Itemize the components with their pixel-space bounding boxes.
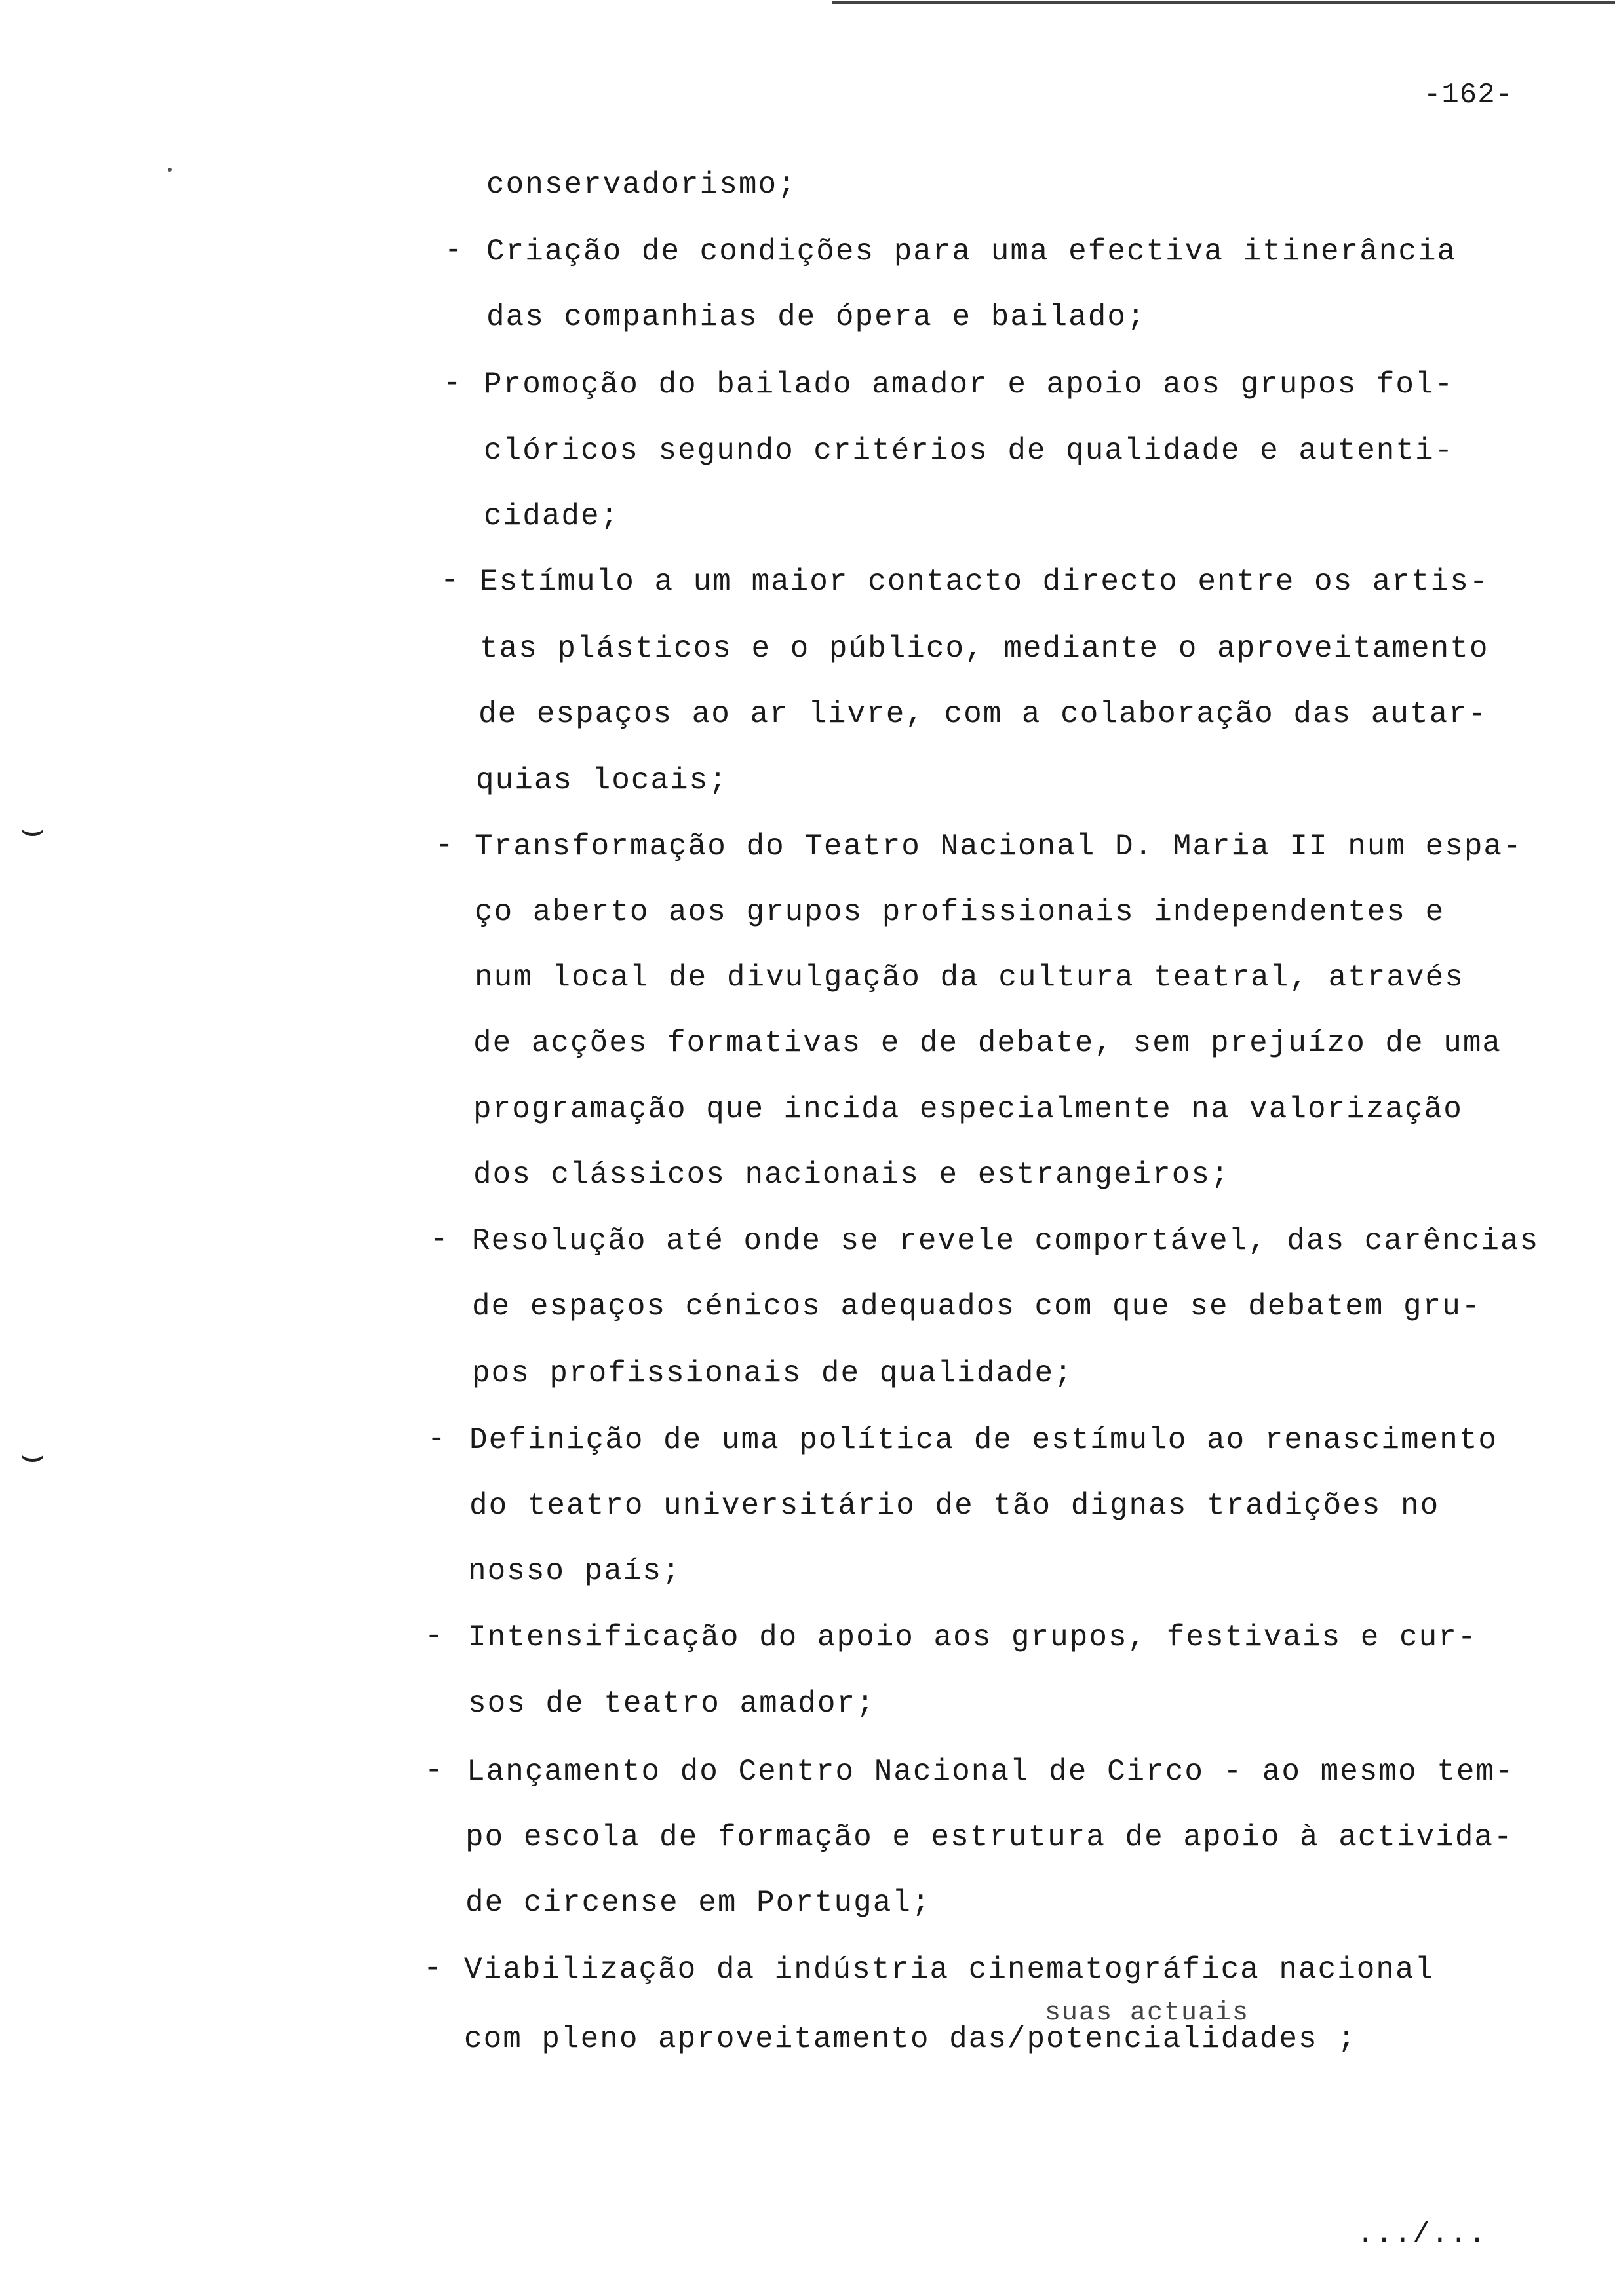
bullet-dash: -	[444, 233, 463, 267]
text-line: Transformação do Teatro Nacional D. Maria II num espa-	[475, 830, 1523, 864]
scan-speck	[168, 168, 172, 172]
text-line: Promoção do bailado amador e apoio aos grupos fol-	[484, 368, 1454, 402]
check-mark-icon: ⌣	[20, 810, 46, 854]
text-line: nosso país;	[468, 1554, 682, 1588]
text-line: Intensificação do apoio aos grupos, festivais e cur-	[468, 1620, 1477, 1655]
text-line: quias locais;	[476, 763, 728, 797]
bullet-dash: -	[435, 828, 454, 862]
bullet-dash: -	[425, 1753, 443, 1788]
text-line: de acções formativas e de debate, sem prejuízo de uma	[473, 1026, 1502, 1060]
text-line: clóricos segundo critérios de qualidade e autenti-	[484, 434, 1454, 468]
text-line: Criação de condições para uma efectiva itinerância	[486, 235, 1457, 269]
text-line: dos clássicos nacionais e estrangeiros;	[473, 1158, 1230, 1192]
text-line: Resolução até onde se revele comportável, das carências	[472, 1224, 1540, 1258]
text-line: pos profissionais de qualidade;	[472, 1356, 1074, 1390]
text-line: Estímulo a um maior contacto directo entre os artis-	[480, 565, 1489, 599]
text-line: tas plásticos e o público, mediante o aproveitamento	[480, 632, 1489, 666]
text-line: de circense em Portugal;	[465, 1886, 931, 1920]
top-rule-line	[832, 1, 1615, 4]
continuation-mark: .../...	[1357, 2218, 1487, 2251]
text-line: Lançamento do Centro Nacional de Circo - ao mesmo tem-	[467, 1755, 1515, 1789]
text-line: Viabilização da indústria cinematográfica nacional	[464, 1953, 1435, 1987]
text-line: cidade;	[484, 499, 620, 533]
bullet-dash: -	[427, 1422, 446, 1456]
page-number: -162-	[1424, 79, 1514, 111]
text-line: das companhias de ópera e bailado;	[486, 300, 1146, 334]
text-line: com pleno aproveitamento das/potencialidades ;	[464, 2022, 1357, 2056]
bullet-dash: -	[423, 1951, 442, 1985]
bullet-dash: -	[440, 564, 459, 598]
text-line: ço aberto aos grupos profissionais independentes e	[475, 895, 1445, 929]
bullet-dash: -	[443, 366, 461, 400]
text-line: do teatro universitário de tão dignas tradições no	[469, 1489, 1440, 1523]
check-mark-icon: ⌣	[20, 1436, 46, 1480]
bullet-dash: -	[425, 1619, 443, 1653]
text-line: de espaços ao ar livre, com a colaboração das autar-	[478, 697, 1488, 731]
text-line: de espaços cénicos adequados com que se debatem gru-	[472, 1290, 1481, 1324]
text-line: po escola de formação e estrutura de apoio à activida-	[465, 1820, 1513, 1854]
text-line: sos de teatro amador;	[468, 1687, 876, 1721]
handwritten-insertion: suas actuais	[1045, 1999, 1250, 2028]
text-line: Definição de uma política de estímulo ao renascimento	[469, 1423, 1498, 1457]
text-line: programação que incida especialmente na valorização	[473, 1092, 1463, 1126]
text-line: conservadorismo;	[486, 168, 797, 202]
text-line: num local de divulgação da cultura teatral, através	[475, 961, 1464, 995]
bullet-dash: -	[430, 1223, 448, 1257]
